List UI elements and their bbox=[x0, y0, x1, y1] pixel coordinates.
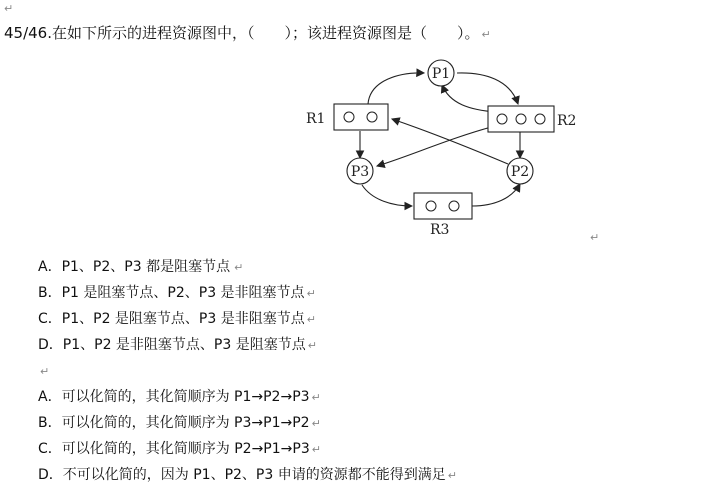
process-p3 bbox=[347, 158, 373, 184]
option-text: 可以化简的，其化简顺序为 P1→P2→P3 bbox=[61, 389, 310, 405]
resource-r3 bbox=[414, 193, 472, 238]
question-stem bbox=[4, 22, 491, 43]
paragraph-mark: ↵ bbox=[447, 469, 457, 482]
option-text: 可以化简的，其化简顺序为 P2→P1→P3 bbox=[61, 441, 310, 457]
blank-line bbox=[38, 358, 457, 384]
process-p2 bbox=[507, 158, 533, 184]
option-text: P1、P2 是阻塞节点、P3 是非阻塞节点 bbox=[61, 311, 305, 327]
option-c bbox=[38, 436, 457, 462]
paragraph-mark: ↵ bbox=[306, 313, 316, 326]
option-b bbox=[38, 280, 457, 306]
paragraph-mark: ↵ bbox=[590, 231, 600, 244]
option-d bbox=[38, 462, 457, 488]
option-text: P1 是阻塞节点、P2、P3 是非阻塞节点 bbox=[61, 285, 305, 301]
paragraph-mark: ↵ bbox=[481, 28, 491, 41]
question-text: 在如下所示的进程资源图中，（ ）；该进程资源图是（ ）。 bbox=[52, 24, 480, 42]
paragraph-mark: ↵ bbox=[311, 391, 321, 404]
resource-label: R3 bbox=[430, 222, 450, 238]
process-label: P1 bbox=[431, 66, 451, 82]
edge-p1-r2 bbox=[457, 73, 518, 104]
resource-label: R1 bbox=[306, 111, 326, 127]
option-d bbox=[38, 332, 457, 358]
option-a bbox=[38, 254, 457, 280]
option-letter: C． bbox=[38, 441, 62, 457]
paragraph-mark: ↵ bbox=[40, 365, 50, 378]
option-text: P1、P2、P3 都是阻塞节点 bbox=[61, 259, 231, 275]
process-label: P2 bbox=[510, 164, 530, 180]
paragraph-mark: ↵ bbox=[306, 287, 316, 300]
resource-label: R2 bbox=[557, 113, 577, 129]
question-number: 45/46. bbox=[4, 24, 52, 42]
option-c bbox=[38, 306, 457, 332]
option-letter: B． bbox=[38, 285, 62, 301]
paragraph-mark: ↵ bbox=[307, 339, 317, 352]
process-resource-graph bbox=[300, 58, 600, 240]
option-b bbox=[38, 410, 457, 436]
resource-r1 bbox=[306, 104, 388, 130]
paragraph-mark: ↵ bbox=[311, 443, 321, 456]
option-letter: A． bbox=[38, 259, 62, 275]
option-letter: D． bbox=[38, 467, 63, 483]
paragraph-mark: ↵ bbox=[4, 2, 14, 15]
edge-r1-p1 bbox=[368, 73, 424, 104]
option-letter: A． bbox=[38, 389, 62, 405]
edge-p3-r3 bbox=[362, 185, 412, 206]
resource-r2 bbox=[488, 106, 576, 132]
edge-r2-p3 bbox=[377, 126, 495, 166]
option-letter: B． bbox=[38, 415, 62, 431]
option-letter: D． bbox=[38, 337, 63, 353]
option-letter: C． bbox=[38, 311, 62, 327]
process-p1 bbox=[428, 60, 454, 86]
paragraph-mark: ↵ bbox=[311, 417, 321, 430]
option-text: 不可以化简的，因为 P1、P2、P3 申请的资源都不能得到满足 bbox=[62, 467, 446, 483]
paragraph-mark: ↵ bbox=[234, 261, 244, 274]
options-group-1 bbox=[38, 254, 457, 488]
option-text: P1、P2 是非阻塞节点、P3 是阻塞节点 bbox=[62, 337, 306, 353]
option-a bbox=[38, 384, 457, 410]
edge-r3-p2 bbox=[472, 184, 520, 206]
option-text: 可以化简的，其化简顺序为 P3→P1→P2 bbox=[61, 415, 310, 431]
process-label: P3 bbox=[350, 164, 370, 180]
